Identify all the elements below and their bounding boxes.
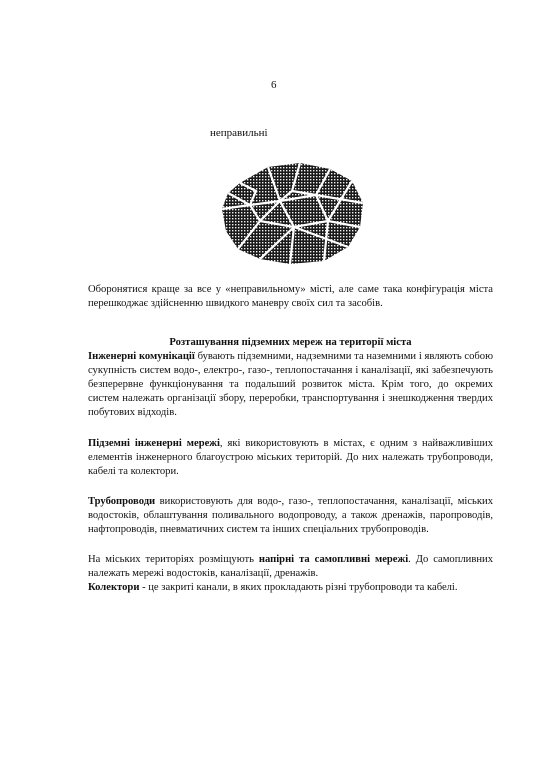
city-plan-illustration xyxy=(220,161,366,265)
placement-pre: На міських територіях розміщують xyxy=(88,554,259,565)
placement-term: напірні та самопливні мережі xyxy=(258,554,409,565)
engineering-text: бувають підземними, надземними та наземними і являють собою сукупність систем водо-, електро-, газо-, теплопостачання і каналізації, які забезпечують безперервне функціонування та подальший розвиток міста. Крім того, до окремих систем належать організації збору, переробки, транспортування і знешкодження твердих побутових відходів. xyxy=(88,351,494,418)
pipes-paragraph xyxy=(88,495,493,537)
placement-post: . До самопливних належать мережі водостоків, каналізації, дренажів. xyxy=(88,554,493,579)
page-number: 6 xyxy=(271,79,277,91)
placement-paragraph xyxy=(88,553,493,581)
irregular-city-plan-figure xyxy=(220,161,366,265)
engineering-paragraph xyxy=(88,350,493,420)
underground-paragraph xyxy=(88,437,493,479)
collectors-paragraph xyxy=(88,581,493,595)
engineering-term: Інженерні комунікації xyxy=(88,351,195,362)
collectors-term: Колектори xyxy=(88,582,140,593)
section-heading: Розташування підземних мереж на території міста xyxy=(169,337,412,348)
figure-caption: неправильні xyxy=(210,127,268,139)
pipes-text: використовують для водо-, газо-, теплопостачання, каналізації, міських водостоків, облаштування поливального водопроводу, а також дренажів, паропроводів, нафтопроводів, пневматичних систем та інших спеціальних трубопроводів. xyxy=(88,496,493,535)
underground-term: Підземні інженерні мережі xyxy=(88,438,220,449)
pipes-term: Трубопроводи xyxy=(88,496,156,507)
placement-block xyxy=(88,553,493,595)
defense-paragraph xyxy=(88,283,493,311)
defense-text: Оборонятися краще за все у «неправильному» місті, але саме така конфігурація міста перешкоджає здійсненню швидкого маневру своїх сил та засобів. xyxy=(88,284,493,309)
section-block xyxy=(88,336,493,420)
collectors-text: - це закриті канали, в яких прокладають різні трубопроводи та кабелі. xyxy=(139,582,458,593)
underground-text: , які використовують в містах, є одним з найважливіших елементів інженерного благоустрою міських територій. До них належать трубопроводи, кабелі та колектори. xyxy=(88,438,493,477)
